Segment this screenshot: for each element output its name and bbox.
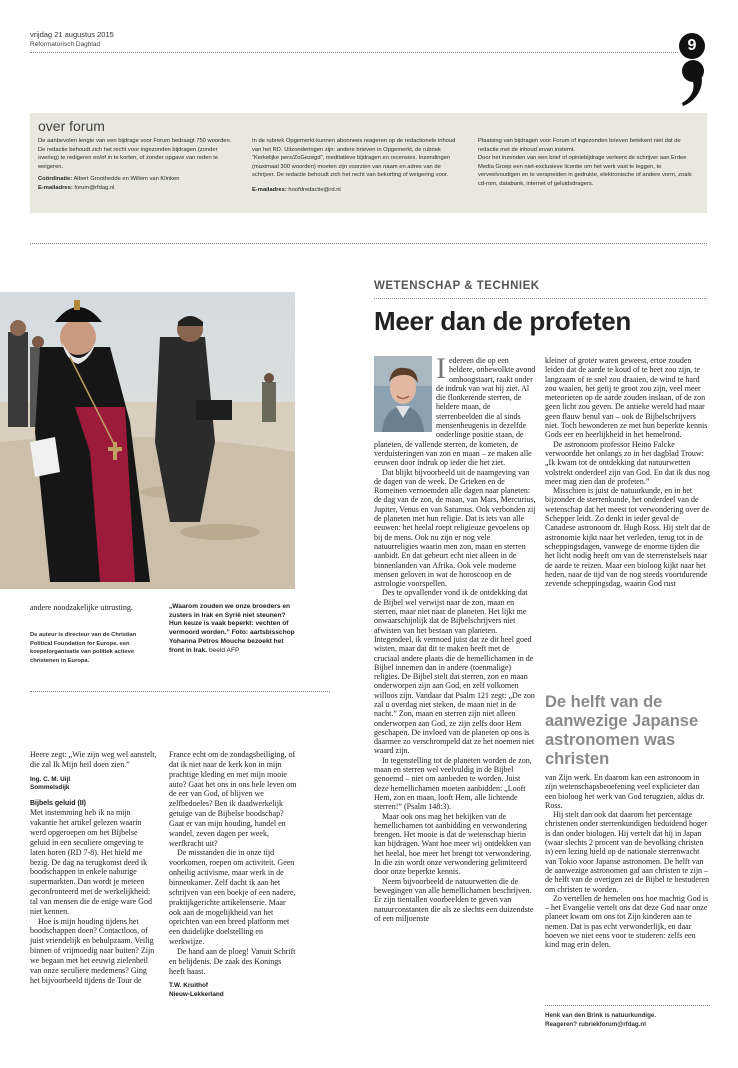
pull-quote: De helft van de aanwezige Japanse astronomen was christen <box>545 693 699 768</box>
letter-paragraph: De misstanden die in onze tijd voorkomen, roepen om activiteit. Geen onheilig activisme, maar werk in de binnenkamer. Zelf dacht ik aan het schrijven van een boekje of een nadere, praktijkgerichte artikelenserie. Maar ook aan de mogelijkheid van het oprichten van een breed platform met een duidelijke doelstelling en werkwijze. <box>169 848 296 947</box>
opgemerkt-text: In de rubriek Opgemerkt kunnen abonnees reageren op de redactionele inhoud van het RD. Uitzonderingen zijn: andere brieven in Opgemerkt, de rubriek “Kerkelijke pers/ZoGezegd”, meditatieve bijdragen en recensies. Inzendingen (maximaal 300 woorden) moeten zijn voorzien van naam en adres van de schrijver. De redactie behoudt zich het recht van bekorting of weigering voor. <box>252 138 456 179</box>
forum-guidelines <box>38 137 238 193</box>
opgemerkt-info <box>252 137 462 195</box>
letter-signature-2: T.W. Kruithof Nieuw-Lekkerland <box>169 982 224 998</box>
article-paragraph: In tegenstelling tot de planeten worden de zon, maan en sterren wel veelvuldig in de Bijbel genoemd – niet om aanbeden te worden. Juist deze hemellichamen moeten aanbidden: „Looft Hem, zon en maan, looft Hem, alle lichtende sterren!” (Psalm 148:3). <box>374 755 532 812</box>
license-info: Plaatsing van bijdragen voor Forum of ingezonden brieven betekent niet dat de redactie met de inhoud ervan instemt. Door het inzenden van een brief of opiniebijdrage verleent de schrijver aan Erdee Media Groep een niet-exclusieve licentie om het werk vast te leggen, te verveelvoudigen en te verspreiden in gedrukte, elektronische of andere vorm, zoals cd-rom, databank, internet of geluidsdragers. <box>478 138 692 187</box>
article-paragraph: De astronoom professor Heino Falcke verwoordde het onlangs zo in het dagblad Trouw: „Ik kwam tot de ontdekking dat natuurwetten volstrekt onderdeel zijn van God. En dat ik dus nog meer mag zien dan de profeten.” <box>545 439 710 486</box>
article-paragraph: Maar ook ons mag het bekijken van de hemellichamen tot aanbidding en verwondering brengen. Het mooie is dat de wetenschap hierin kan bijdragen. Want hoe meer wij ontdekken van het heelal, hoe meer het brengt tot verwondering. In die zin wordt onze verwondering gelimiteerd door onze beperkte kennis. <box>374 811 532 877</box>
article-paragraph: Hij stelt dan ook dat daarom het percentage christenen onder sterrenkundigen beduidend hoger is dan onder biologen. Hij vertelt dat hij in Japan (waar slechts 2 procent van de bevolking christen is) een lezing hield op de nationale sterrenwacht van Tokio voor Japanse astronomen. De helft van de aanwezige astronomen gaf aan christen te zijn – de helft van de overigen zei de Bijbel te bestuderen om christen te worden. <box>545 810 710 894</box>
news-photo <box>0 292 295 589</box>
forum-guidelines-text: De aanbevolen lengte van een bijdrage voor Forum bedraagt 750 woorden. De redactie behoudt zich het recht voor ingezonden bijdragen (zonder overleg) te redigeren en/of in te korten, of zonder opgave van reden te weigeren. <box>38 138 232 170</box>
letter-paragraph: De hand aan de ploeg! Vanuit Schrift en belijdenis. De zaak des Konings heeft haast. <box>169 946 296 976</box>
forum-info-box <box>30 113 707 213</box>
article-column-2-top <box>545 356 710 588</box>
letters-column-1 <box>30 750 158 986</box>
portrait-float-spacer <box>374 356 436 434</box>
article-column-2-bottom <box>545 773 710 950</box>
author-credit: Henk van den Brink is natuurkundige. <box>545 1012 657 1019</box>
author-bio: De auteur is directeur van de Christian Political Foundation for Europe, een koepelorganisatie van politiek actieve christenen in Europa. <box>30 632 137 664</box>
forum-box-title: over forum <box>38 118 105 134</box>
letters-divider <box>30 691 330 692</box>
article-paragraph: Zo vertellen de hemelen ons hoe machtig God is – het Evangelie vertelt ons dat deze God naar onze planeet kwam om ons tot Zijn kinderen aan te nemen. Dat is pas echt verwonderlijk, en daar hoeven we niet eens voor te studeren: zelfs een kind mag erin delen. <box>545 893 709 950</box>
byline-divider <box>545 1005 710 1006</box>
photo-credit: beeld AFP <box>208 646 240 654</box>
section-label: WETENSCHAP & TECHNIEK <box>374 280 540 292</box>
photo-caption-quote: „Waarom zouden we onze broeders en zusters in Irak en Syrië niet steunen? Hun keuze is vaak beperkt: vechten of vermoord worden.” Foto: aartsbisschop Yohanna Petros Mouche bezoekt het front in Irak. <box>169 603 295 654</box>
issue-date: vrijdag 21 augustus 2015 <box>30 30 114 39</box>
letter-heading: Bijbels geluid (II) <box>30 799 87 807</box>
opgemerkt-email: E-mailadres: hoofdredactie@rd.nl <box>252 186 341 193</box>
article-intro: Iedereen die op een heldere, onbewolkte avond omhoogstaart, raakt onder de indruk van wat hij ziet. Al die flonkerende sterren, de heldere maan, de sterrenbeelden die al sinds mensenheugenis in dezelfde onderlinge positie staan, de planeten, de vallende sterren, de kometen, de verduisteringen van zon en maan – ze maken alle eeuwen door indruk op ieder die het ziet. <box>374 352 536 468</box>
article-paragraph: van Zijn werk. En daarom kan een astronoom in zijn wetenschapsbeoefening veel explicieter dan een bioloog het werk van God terugzien, aldus dr. Ross. <box>545 773 705 810</box>
letter-ending: Heere zegt: „Wie zijn weg wel aanstelt, die zal Ik Mijn heil doen zien.” <box>30 750 157 769</box>
letter-paragraph: France echt om de zondagsbeiliging, of dat ik niet naar de kerk kon in mijn prachtige kleding en met mijn mooie auto? Gaat het ons in ons hele leven om de eer van God, of blijven we zelfbedoeles? Ben ik daadwerkelijk getuige van de Bijbelse boodschap? Gaat er van mijn houding, handel en wandel, zeven dagen per week, werfkracht uit? <box>169 750 297 848</box>
article-paragraph: Misschien is juist de natuurkunde, en in het bijzonder de sterrenkunde, het onderdeel van de wetenschap dat het meest tot verwondering over de Schepper leidt. Zo denkt in ieder geval de Canadese astronoom dr. Hugh Ross. Hij stelt dat de astronomie kijkt naar het verleden, terug tot in de scheppingsdagen, vanwege de enorme tijden die het licht nodig heeft om van de sterrenstelsels naar de aarde te reizen. Maar een bioloog kijkt naar het heden, naar de tijd van de nog steeds voortdurende zevende scheppingsdag, waarin God rust <box>545 486 710 589</box>
page-number: 9 <box>679 33 705 59</box>
forum-email-link[interactable]: forum@rfdag.nl <box>74 184 115 191</box>
article-paragraph: Neem bijvoorbeeld de natuurwetten die de bewegingen van alle hemellichamen beschrijven. Er zijn tientallen voorbeelden te geven van natuurconstanten die als ze slechts een duizendste of een miljoenste <box>374 876 534 923</box>
forum-email: E-mailadres: forum@rfdag.nl <box>38 184 115 191</box>
section-divider <box>30 243 707 244</box>
article-byline <box>545 1012 710 1029</box>
article-paragraph: Dat blijkt bijvoorbeeld uit de naamgeving van de dagen van de week. De Grieken en de Romeinen vernoemden alle dagen naar planeten: de dag van de zon, de maan, van Mars, Mercurius, Jupiter, Venus en van Saturnus. Ook verbonden zij de planeten met hun religie. Dat is iets van alle eeuwen: het heelal roept religieuze gevoelens op bij de mens. Ook nu zijn er nog vele natuurreligies waarin men zon, maan en sterren aanbidt. En dat gebeurt echt niet alleen in de binnenlanden van Afrika. Ook vele moderne mensen geloven in wat de horoscoop en de astrologie voorspellen. <box>374 467 536 589</box>
letter-signature-1: Ing. C. M. Uijl Sommelsdijk <box>30 775 71 792</box>
letters-column-2 <box>169 750 297 999</box>
article-paragraph: kleiner of groter waren geweest, ertoe zouden leiden dat de aarde te koud of te heet zou zijn, te langzaam of te snel zou draaien, de wind te hard zou waaien, het getij te groot zou zijn, veel meer meteorieten op de aarde zouden inslaan, of de zon geen licht zou geven. De antieke wereld had maar geen flauw benul van – ook de Bijbelschrijvers niet. Toch bewonderen ze met hun beperkte kennis Gods eer en heerlijkheid in het hemelrond. <box>545 356 708 440</box>
article-headline: Meer dan de profeten <box>374 306 631 336</box>
reply-email-link[interactable]: Reageren? rubriekforum@rfdag.nl <box>545 1020 646 1028</box>
archbishop-photo-illustration <box>0 292 295 589</box>
comma-logo-icon <box>679 60 707 108</box>
header-divider <box>30 52 678 53</box>
photo-caption <box>169 603 296 655</box>
article-column-1 <box>374 352 536 923</box>
letter-paragraph: Hoe is mijn houding tijdens het boodschappen doen? Contactloos, of juist vriendelijk en behulpzaam. Veilig binnen of vrijmoedig naar buiten? Zijn we begaan met het eeuwig zielenheil van onze seculiere medemens? Ging het bijvoorbeeld tijdens de Tour de <box>30 916 155 985</box>
article-paragraph: Des te opvallender vond ik de ontdekking dat de Bijbel wel verwijst naar de zon, maan en sterren, maar niet naar de planeten. Het lijkt me onwaarschijnlijk dat de Bijbelschrijvers niet afwisten van het bestaan van planeten. Integendeel, ik vermoed juist dat ze dit heel goed wisten, maar dat dit te maken heeft met de cruciaal andere plaats die de hemellichamen in de Bijbel innemen dan in andere (toenmalige) religies. De Bijbel stelt dat sterren, zon en maan onderworpen zijn aan God, en zelf volkomen willoos zijn. Vandaar dat Psalm 121 zegt: „De zon zal u overdag niet steken, de maan niet in de nacht.” Zon, maan en sterren zijn niet alleen onderworpen aan God, ze zijn zelfs door Hem geschapen. De invloed van de planeten op ons is daarmee zo verschrompeld dat ze het noemen niet waard zijn. <box>374 588 535 756</box>
newspaper-name: Reformatorisch Dagblad <box>30 41 101 48</box>
section-rule <box>374 298 707 299</box>
drop-cap: I <box>436 352 446 385</box>
letter-paragraph: Met instemming heb ik na mijn vakantie het artikel gelezen waarin werd opgeroepen om het Bijbelse geluid in een seculiere omgeving te laten horen (RD 7-8). Het hield me bezig. De dag na terugkomst deed ik boodschappen in enkele naburige supermarkten. Dan wordt je meteen geconfronteerd met de werkelijkheid: tal van mensen die de enige ware God niet kennen. <box>30 808 152 916</box>
forum-coordination: Coördinatie: Albert Groothedde en Willem van Klinken <box>38 176 180 183</box>
opinion-ending-text: andere noodzakelijke uitrusting. <box>30 603 133 612</box>
opgemerkt-email-link[interactable]: hoofdredactie@rd.nl <box>288 186 341 193</box>
